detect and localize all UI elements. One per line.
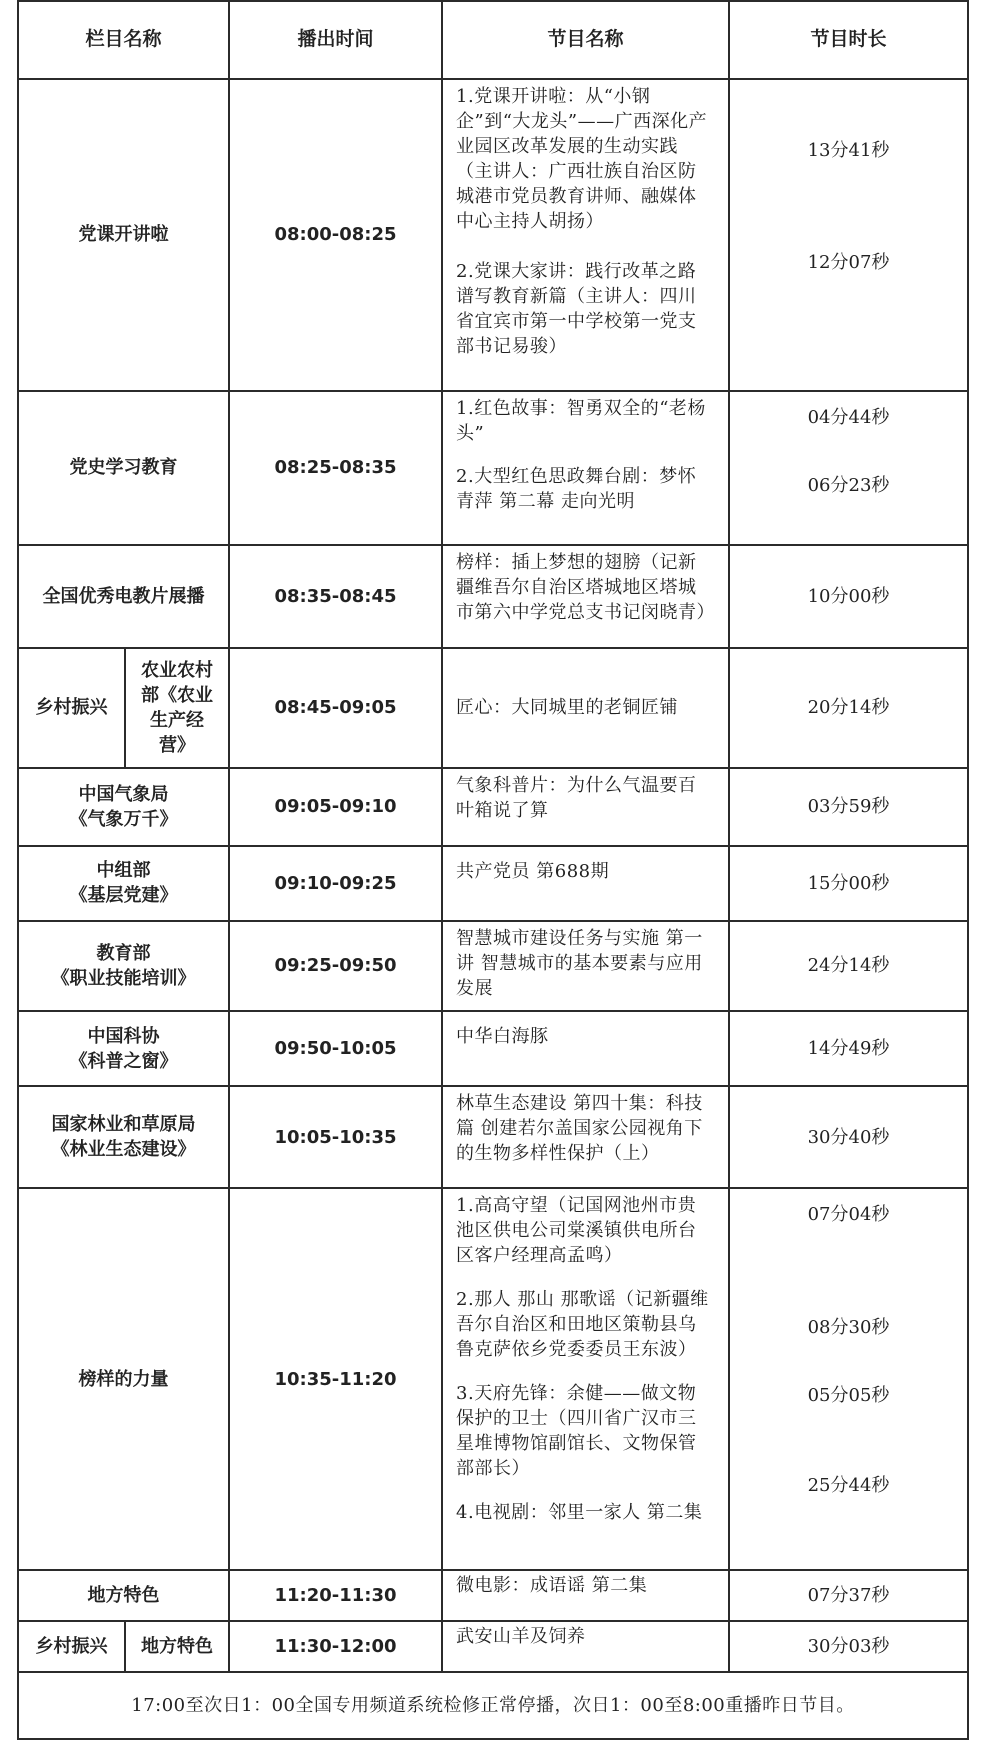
program-item: 匠心：大同城里的老铜匠铺 — [456, 697, 679, 719]
column-name-line: 《职业技能培训》 — [51, 967, 196, 989]
duration-value: 05分05秒 — [807, 1385, 890, 1407]
duration: 24分14秒 — [729, 921, 968, 1011]
table-row — [18, 846, 968, 921]
column-name — [18, 768, 229, 846]
duration-value: 12分07秒 — [807, 251, 890, 273]
column-name: 榜样的力量 — [18, 1188, 229, 1570]
program-item: 中华白海豚 — [456, 1025, 549, 1047]
duration-value: 13分41秒 — [807, 139, 890, 161]
air-time: 09:50-10:05 — [229, 1011, 442, 1086]
program-item: 智慧城市建设任务与实施 第一讲 智慧城市的基本要素与应用发展 — [456, 928, 703, 1000]
footer-note: 17:00至次日1：00全国专用频道系统检修正常停播，次日1：00至8:00重播昨日节目。 — [18, 1672, 968, 1739]
duration: 30分40秒 — [729, 1086, 968, 1188]
column-name-line: 《科普之窗》 — [69, 1050, 178, 1072]
column-name-line: 《林业生态建设》 — [51, 1139, 196, 1161]
column-name: 党课开讲啦 — [18, 79, 229, 391]
program-name — [442, 391, 729, 545]
header-column-name: 栏目名称 — [18, 1, 229, 79]
program-name — [442, 1086, 729, 1188]
program-name — [442, 79, 729, 391]
air-time: 09:05-09:10 — [229, 768, 442, 846]
program-item: 3.天府先锋：余健——做文物保护的卫士（四川省广汉市三星堆博物馆副馆长、文物保管部部长） — [456, 1383, 697, 1480]
table-row — [18, 391, 968, 545]
column-name: 乡村振兴 — [18, 1621, 125, 1672]
program-item: 1.高高守望（记国网池州市贵池区供电公司棠溪镇供电所台区客户经理高孟鸣） — [456, 1195, 697, 1267]
sub-column-name: 地方特色 — [125, 1621, 229, 1672]
air-time: 10:35-11:20 — [229, 1188, 442, 1570]
header-air-time: 播出时间 — [229, 1, 442, 79]
program-name — [442, 768, 729, 846]
sub-column-name: 农业农村部《农业生产经营》 — [125, 648, 229, 768]
duration: 15分00秒 — [729, 846, 968, 921]
air-time: 11:20-11:30 — [229, 1570, 442, 1621]
program-item: 2.党课大家讲：践行改革之路 谱写教育新篇（主讲人：四川省宜宾市第一中学校第一党支部书记易骏） — [456, 260, 697, 357]
table-row — [18, 768, 968, 846]
program-item: 气象科普片：为什么气温要百叶箱说了算 — [456, 774, 697, 821]
header-row — [18, 1, 968, 79]
table-row — [18, 1621, 968, 1672]
column-name-line: 中国气象局 — [78, 783, 169, 805]
program-name — [442, 921, 729, 1011]
air-time: 08:25-08:35 — [229, 391, 442, 545]
air-time: 10:05-10:35 — [229, 1086, 442, 1188]
duration — [729, 1188, 968, 1570]
duration — [729, 79, 968, 391]
column-name — [18, 1011, 229, 1086]
column-name: 地方特色 — [18, 1570, 229, 1621]
duration — [729, 391, 968, 545]
program-name — [442, 648, 729, 768]
duration-value: 04分44秒 — [807, 406, 890, 428]
header-duration: 节目时长 — [729, 1, 968, 79]
program-item: 2.大型红色思政舞台剧：梦怀青萍 第二幕 走向光明 — [456, 465, 697, 512]
program-name — [442, 846, 729, 921]
duration: 07分37秒 — [729, 1570, 968, 1621]
column-name-line: 教育部 — [96, 942, 151, 964]
program-item: 1.红色故事：智勇双全的“老杨头” — [456, 397, 706, 444]
program-name — [442, 545, 729, 648]
column-name — [18, 846, 229, 921]
column-name-line: 《气象万千》 — [69, 808, 178, 830]
duration: 03分59秒 — [729, 768, 968, 846]
air-time: 08:35-08:45 — [229, 545, 442, 648]
program-name — [442, 1621, 729, 1672]
duration-value: 06分23秒 — [807, 474, 890, 496]
air-time: 08:45-09:05 — [229, 648, 442, 768]
air-time: 09:25-09:50 — [229, 921, 442, 1011]
column-name-line: 中组部 — [96, 860, 151, 882]
program-item: 4.电视剧：邻里一家人 第二集 — [456, 1502, 703, 1524]
table-row — [18, 648, 968, 768]
column-name — [18, 921, 229, 1011]
duration-value: 25分44秒 — [807, 1475, 890, 1497]
program-item: 榜样：插上梦想的翅膀（记新疆维吾尔自治区塔城地区塔城市第六中学党总支书记闵晓青） — [456, 551, 716, 623]
column-name-line: 中国科协 — [87, 1025, 160, 1047]
program-name — [442, 1011, 729, 1086]
duration: 10分00秒 — [729, 545, 968, 648]
program-item: 林草生态建设 第四十集：科技篇 创建若尔盖国家公园视角下的生物多样性保护（上） — [456, 1093, 703, 1165]
table-row — [18, 545, 968, 648]
table-row — [18, 1188, 968, 1570]
column-name: 全国优秀电教片展播 — [18, 545, 229, 648]
duration: 14分49秒 — [729, 1011, 968, 1086]
duration-value: 07分04秒 — [807, 1204, 890, 1226]
column-name-line: 国家林业和草原局 — [51, 1114, 196, 1136]
table-row — [18, 1570, 968, 1621]
program-name — [442, 1188, 729, 1570]
air-time: 08:00-08:25 — [229, 79, 442, 391]
column-name: 乡村振兴 — [18, 648, 125, 768]
table-row — [18, 921, 968, 1011]
air-time: 11:30-12:00 — [229, 1621, 442, 1672]
column-name-line: 《基层党建》 — [69, 885, 178, 907]
table-row — [18, 1086, 968, 1188]
air-time: 09:10-09:25 — [229, 846, 442, 921]
program-name — [442, 1570, 729, 1621]
program-item: 武安山羊及饲养 — [456, 1626, 586, 1648]
program-item: 1.党课开讲啦：从“小钢企”到“大龙头”——广西深化产业园区改革发展的生动实践（主讲人：广西壮族自治区防城港市党员教育讲师、融媒体中心主持人胡扬） — [456, 85, 708, 232]
column-name: 党史学习教育 — [18, 391, 229, 545]
footer-row — [18, 1672, 968, 1739]
program-item: 微电影：成语谣 第二集 — [456, 1575, 648, 1597]
program-item: 2.那人 那山 那歌谣（记新疆维吾尔自治区和田地区策勒县乌鲁克萨依乡党委委员王东波） — [456, 1289, 709, 1361]
program-item: 共产党员 第688期 — [456, 860, 610, 882]
duration: 30分03秒 — [729, 1621, 968, 1672]
table-row — [18, 1011, 968, 1086]
column-name — [18, 1086, 229, 1188]
duration: 20分14秒 — [729, 648, 968, 768]
table-row — [18, 79, 968, 391]
duration-value: 08分30秒 — [807, 1317, 890, 1339]
header-program-name: 节目名称 — [442, 1, 729, 79]
program-schedule-table — [17, 0, 969, 1740]
